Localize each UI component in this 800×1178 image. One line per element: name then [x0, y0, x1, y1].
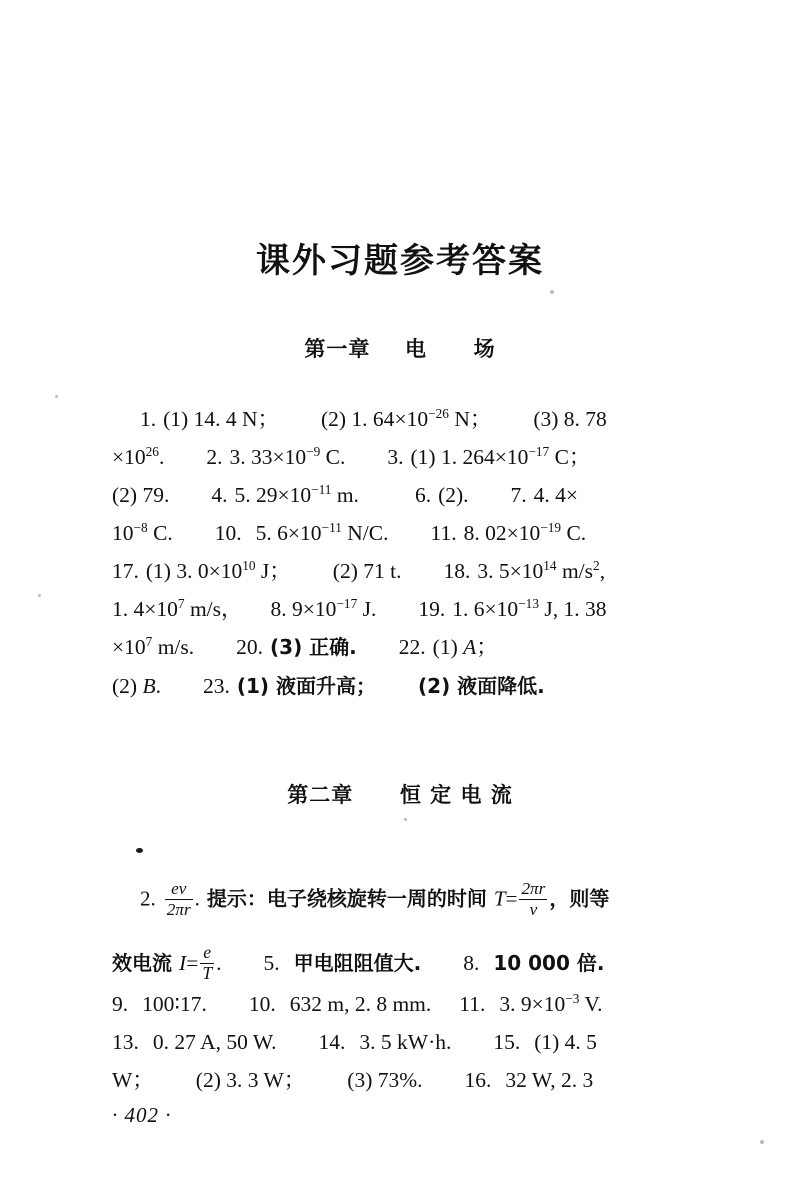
answer-part: 5. 6: [255, 521, 288, 545]
times-symbol: ×: [112, 445, 125, 469]
variable: A: [463, 635, 477, 659]
times-symbol: ×: [277, 483, 290, 507]
power-base: 10: [406, 407, 429, 431]
power-exponent: 7: [145, 633, 153, 649]
answer-part: 8. 02: [463, 521, 507, 545]
item-number: 8.: [463, 950, 480, 975]
unit-exponent: 2: [593, 557, 600, 573]
times-symbol: ×: [272, 445, 285, 469]
unit: J；: [255, 559, 291, 583]
answer-part: ，则等: [549, 886, 610, 911]
answer-part: 3. 9: [499, 992, 532, 1016]
variable: I: [179, 950, 187, 975]
answer-part: 8. 9: [270, 597, 303, 621]
power-base: 10: [112, 521, 134, 545]
power-exponent: −9: [306, 443, 321, 459]
item-number: 16.: [464, 1068, 492, 1092]
power-exponent: −3: [565, 990, 580, 1006]
power-base: 10: [314, 597, 337, 621]
punctuation: .: [158, 445, 165, 469]
item-number: 5.: [263, 950, 280, 975]
item-number: 18.: [443, 559, 471, 583]
answer-part: 100∶17.: [142, 992, 207, 1016]
power-base: 10: [506, 445, 529, 469]
answer-part: (2) 3. 3 W；: [195, 1068, 306, 1092]
power-exponent: −26: [428, 405, 449, 421]
page-title: 课外习题参考答案: [256, 241, 544, 281]
times-symbol: ×: [494, 445, 507, 469]
scan-speck: [760, 1140, 764, 1144]
answer-line: [112, 481, 712, 507]
answer-part: 1. 6: [452, 597, 485, 621]
times-symbol: ×: [565, 483, 579, 507]
item-number: 23.: [202, 674, 230, 698]
answer-line: [112, 990, 712, 1016]
item-number: 3.: [387, 445, 404, 469]
power-exponent: −8: [133, 519, 148, 535]
answer-part: (2) 1. 64: [320, 407, 395, 431]
times-symbol: ×: [287, 521, 301, 545]
chapter-2-heading: [112, 779, 688, 809]
item-number: 6.: [414, 483, 432, 507]
power-exponent: 10: [242, 557, 256, 573]
answer-line: [112, 944, 712, 983]
times-symbol: ×: [208, 559, 221, 583]
answer-part: (1) 4. 5: [534, 1030, 597, 1054]
scan-speck: [55, 395, 58, 398]
unit: m.: [331, 483, 359, 507]
item-number: 20.: [236, 635, 264, 659]
variable: T: [493, 886, 506, 911]
answer-line: [112, 1032, 712, 1054]
answer-part: W；: [112, 1068, 154, 1092]
item-number: 13.: [112, 1030, 139, 1054]
power-exponent: −19: [540, 519, 562, 535]
answer-part: 632 m, 2. 8 mm.: [289, 992, 432, 1016]
item-number: 10.: [214, 521, 242, 545]
power-exponent: 14: [543, 557, 557, 573]
power-exponent: −11: [321, 519, 342, 535]
item-number: 2.: [140, 886, 156, 911]
answer-part: 0. 27 A, 50 W.: [152, 1030, 277, 1054]
power-base: 10: [518, 521, 541, 545]
answer-line: [112, 557, 712, 583]
times-symbol: ×: [531, 992, 544, 1016]
unit: N/C.: [341, 521, 389, 545]
unit: J.: [357, 597, 377, 621]
fraction-numerator: ev: [165, 880, 193, 900]
fraction-e-t: [200, 944, 214, 983]
fraction-ev-2pir: [165, 880, 193, 918]
power-exponent: −11: [311, 481, 332, 497]
answer-part: 效电流: [112, 950, 172, 975]
answer-part: (2) 79.: [112, 483, 170, 507]
item-number: 1.: [140, 407, 157, 431]
answer-line: [112, 443, 712, 469]
power-exponent: 26: [145, 443, 159, 459]
punctuation: .: [194, 886, 200, 911]
punctuation: .: [216, 950, 222, 975]
times-symbol: ×: [302, 597, 315, 621]
item-number: 11.: [430, 521, 457, 545]
answer-part: 甲电阻阻值大.: [293, 950, 422, 975]
unit: C.: [561, 521, 587, 545]
scan-speck: [404, 818, 407, 821]
unit: V.: [579, 992, 603, 1016]
hint-text: 提示：电子绕核旋转一周的时间: [206, 886, 487, 911]
answer-part: (2): [112, 674, 143, 698]
answer-part: 4. 4: [533, 483, 566, 507]
answer-part: (1) 14. 4 N；: [163, 407, 279, 431]
answer-part: (1): [432, 635, 464, 659]
variable: B: [142, 674, 156, 698]
power-exponent: −13: [518, 595, 540, 611]
answer-line: [112, 1070, 712, 1092]
answer-part: (1) 1. 264: [410, 445, 495, 469]
answer-part: (2) 71 t.: [332, 559, 402, 583]
item-number: 15.: [493, 1030, 521, 1054]
power-base: 10: [220, 559, 243, 583]
unit: C.: [147, 521, 173, 545]
power-base: 10: [156, 597, 178, 621]
power-base: 10: [289, 483, 312, 507]
chapter-1-number: 第一章: [304, 337, 371, 361]
page-number: · 402 ·: [112, 1103, 172, 1127]
power-exponent: 7: [177, 595, 185, 611]
answer-line: [112, 519, 712, 545]
times-symbol: ×: [484, 597, 497, 621]
item-number: 2.: [206, 445, 223, 469]
item-number: 9.: [112, 992, 129, 1016]
unit: m/s.: [152, 635, 195, 659]
item-number: 17.: [112, 559, 139, 583]
times-symbol: ×: [509, 559, 522, 583]
times-symbol: ×: [112, 635, 125, 659]
item-number: 19.: [418, 597, 446, 621]
chapter-2-number: 第二章: [287, 783, 354, 807]
unit: J, 1. 38: [539, 597, 607, 621]
answer-line: [112, 595, 712, 621]
power-base: 10: [300, 521, 322, 545]
power-base: 10: [124, 635, 146, 659]
answer-line: [112, 405, 712, 431]
punctuation: .: [155, 674, 161, 698]
item-number: 4.: [211, 483, 228, 507]
answer-part: (3) 73%.: [347, 1068, 423, 1092]
fraction-denominator: 2πr: [166, 899, 191, 919]
scan-speck: [38, 594, 41, 597]
answer-part: (3) 正确.: [270, 635, 357, 659]
chapter-1-title-part-1: 电: [405, 337, 427, 361]
chapter-1-title-part-2: 场: [473, 337, 496, 361]
answer-part: 5. 29: [234, 483, 278, 507]
power-base: 10: [496, 597, 519, 621]
scan-speck: [136, 848, 143, 853]
answer-line: [112, 633, 712, 659]
punctuation: ,: [599, 559, 606, 583]
answer-part: (2) 液面降低.: [418, 674, 545, 698]
equals-sign: =: [505, 886, 518, 911]
fraction-2pir-v: [519, 880, 547, 918]
equals-sign: =: [186, 950, 199, 975]
chapter-2-title-part-1: 恒 定 电 流: [399, 783, 513, 807]
answer-part: (1) 3. 0: [145, 559, 209, 583]
power-base: 10: [284, 445, 307, 469]
unit: C；: [549, 445, 591, 469]
unit: C.: [320, 445, 346, 469]
answer-part: (3) 8. 78: [533, 407, 607, 431]
power-exponent: −17: [336, 595, 358, 611]
answer-part: (2).: [438, 483, 469, 507]
times-symbol: ×: [144, 597, 157, 621]
power-base: 10: [521, 559, 544, 583]
unit: N；: [448, 407, 492, 431]
answer-part: 1. 4: [112, 597, 145, 621]
power-base: 10: [124, 445, 146, 469]
unit: m/s: [556, 559, 594, 583]
answer-part: 3. 5: [477, 559, 510, 583]
times-symbol: ×: [394, 407, 407, 431]
answer-part: 10 000 倍.: [493, 950, 605, 975]
answer-part: 3. 33: [229, 445, 273, 469]
answer-line: [112, 880, 712, 918]
punctuation: ；: [476, 635, 498, 659]
item-number: 22.: [398, 635, 426, 659]
answer-part: 32 W, 2. 3: [505, 1068, 594, 1092]
item-number: 10.: [248, 992, 276, 1016]
power-base: 10: [543, 992, 566, 1016]
chapter-1-heading: [112, 333, 688, 363]
item-number: 14.: [318, 1030, 346, 1054]
answer-part: 3. 5 kW·h.: [359, 1030, 452, 1054]
power-exponent: −17: [528, 443, 550, 459]
fraction-numerator: 2πr: [521, 879, 546, 898]
answer-part: (1) 液面升高；: [236, 674, 377, 698]
fraction-denominator: v: [529, 899, 538, 919]
answer-line: [112, 676, 712, 698]
item-number: 7.: [510, 483, 527, 507]
times-symbol: ×: [506, 521, 519, 545]
fraction-denominator: T: [202, 962, 213, 983]
fraction-numerator: e: [200, 944, 214, 964]
unit: m/s，: [184, 597, 243, 621]
scan-speck: [550, 290, 554, 294]
item-number: 11.: [459, 992, 486, 1016]
